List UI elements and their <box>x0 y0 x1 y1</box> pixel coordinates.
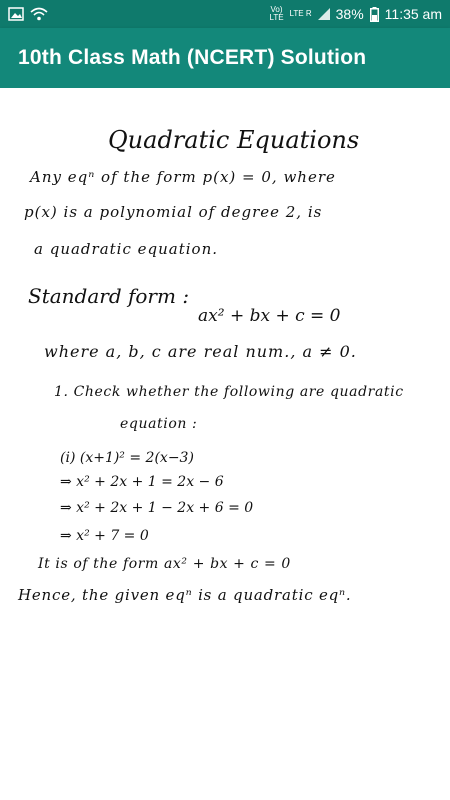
signal-icon <box>318 8 330 20</box>
note-page[interactable] <box>0 88 450 800</box>
lte-label: LTE R <box>289 9 312 18</box>
volte-label: Vo) LTE <box>269 5 284 22</box>
where-line: where a, b, c are real num., a ≠ 0. <box>44 342 357 361</box>
status-left-icons <box>8 7 48 21</box>
note-intro-line-3: a quadratic equation. <box>34 240 218 258</box>
solution-step-5: It is of the form ax² + bx + c = 0 <box>38 556 291 572</box>
app-title: 10th Class Math (NCERT) Solution <box>18 46 367 69</box>
status-bar <box>0 0 450 28</box>
app-bar <box>0 28 450 88</box>
note-intro-line-2: p(x) is a polynomial of degree 2, is <box>24 203 323 221</box>
question-line-1: 1. Check whether the following are quadratic <box>54 384 404 400</box>
battery-icon <box>370 7 379 22</box>
solution-conclusion: Hence, the given eqⁿ is a quadratic eqⁿ. <box>18 586 352 604</box>
solution-step-1: (i) (x+1)² = 2(x−3) <box>60 450 194 466</box>
solution-step-3: ⇒ x² + 2x + 1 − 2x + 6 = 0 <box>60 500 254 516</box>
battery-percent: 38% <box>335 6 364 22</box>
standard-form-equation: ax² + bx + c = 0 <box>198 306 341 326</box>
note-title: Quadratic Equations <box>108 126 360 154</box>
solution-step-2: ⇒ x² + 2x + 1 = 2x − 6 <box>60 474 224 490</box>
clock: 11:35 am <box>384 6 442 22</box>
status-right-icons <box>269 6 442 22</box>
solution-step-4: ⇒ x² + 7 = 0 <box>60 528 149 544</box>
question-line-2: equation : <box>120 416 198 432</box>
wifi-icon <box>30 7 48 21</box>
note-intro-line-1: Any eqⁿ of the form p(x) = 0, where <box>30 168 336 186</box>
gallery-icon <box>8 7 24 21</box>
standard-form-label: Standard form : <box>28 284 190 308</box>
